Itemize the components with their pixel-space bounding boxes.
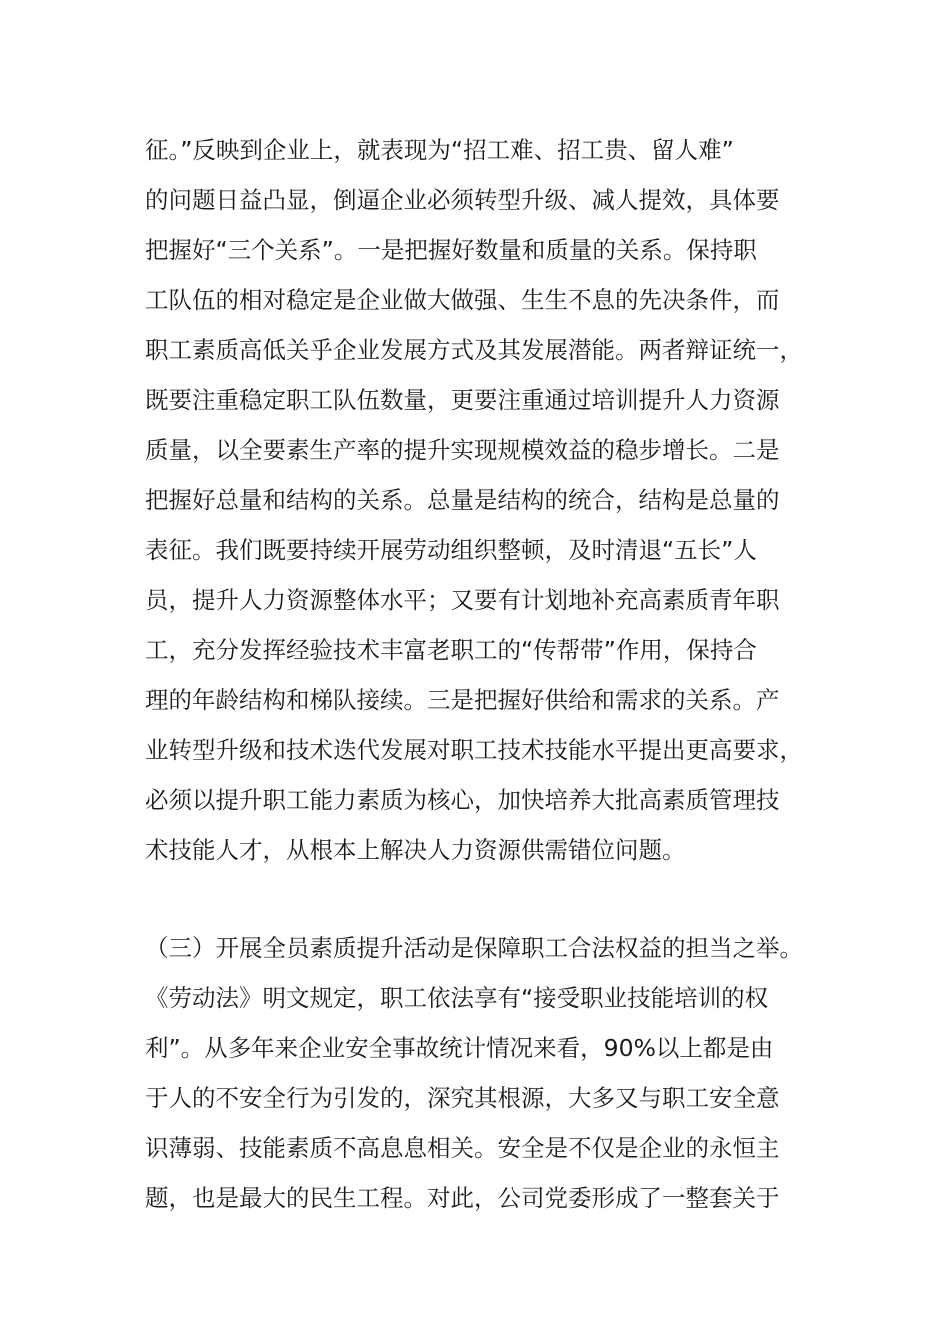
text-line: 利”。从多年来企业安全事故统计情况来看，90%以上都是由 [145,1034,774,1062]
text-line: 质量，以全要素生产率的提升实现规模效益的稳步增长。二是 [145,436,780,464]
text-line: 既要注重稳定职工队伍数量，更要注重通过培训提升人力资源 [145,386,780,414]
text-line: 职工素质高低关乎企业发展方式及其发展潜能。两者辩证统一， [145,336,803,364]
text-line: 员，提升人力资源整体水平；又要有计划地补充高素质青年职 [145,586,780,614]
text-line: 工队伍的相对稳定是企业做大做强、生生不息的先决条件，而 [145,286,780,314]
text-line: 《劳动法》明文规定，职工依法享有“接受职业技能培训的权 [145,984,769,1012]
text-line: 业转型升级和技术迭代发展对职工技术技能水平提出更高要求， [145,736,803,764]
text-line: 表征。我们既要持续开展劳动组织整顿，及时清退“五长”人 [145,536,757,564]
text-line: 把握好“三个关系”。一是把握好数量和质量的关系。保持职 [145,236,757,264]
text-line: 必须以提升职工能力素质为核心，加快培养大批高素质管理技 [145,786,780,814]
text-line: 的问题日益凸显，倒逼企业必须转型升级、减人提效，具体要 [145,186,780,214]
text-line: 征。”反映到企业上，就表现为“招工难、招工贵、留人难” [145,136,734,164]
text-line: （三）开展全员素质提升活动是保障职工合法权益的担当之举。 [145,934,803,962]
text-line: 工，充分发挥经验技术丰富老职工的“传帮带”作用，保持合 [145,636,757,664]
text-line: 把握好总量和结构的关系。总量是结构的统合，结构是总量的 [145,486,780,514]
text-line: 术技能人才，从根本上解决人力资源供需错位问题。 [145,836,686,864]
text-line: 于人的不安全行为引发的，深究其根源，大多又与职工安全意 [145,1084,780,1112]
text-line: 识薄弱、技能素质不高息息相关。安全是不仅是企业的永恒主 [145,1134,780,1162]
text-line: 题，也是最大的民生工程。对此，公司党委形成了一整套关于 [145,1184,780,1212]
text-line: 理的年龄结构和梯队接续。三是把握好供给和需求的关系。产 [145,686,780,714]
